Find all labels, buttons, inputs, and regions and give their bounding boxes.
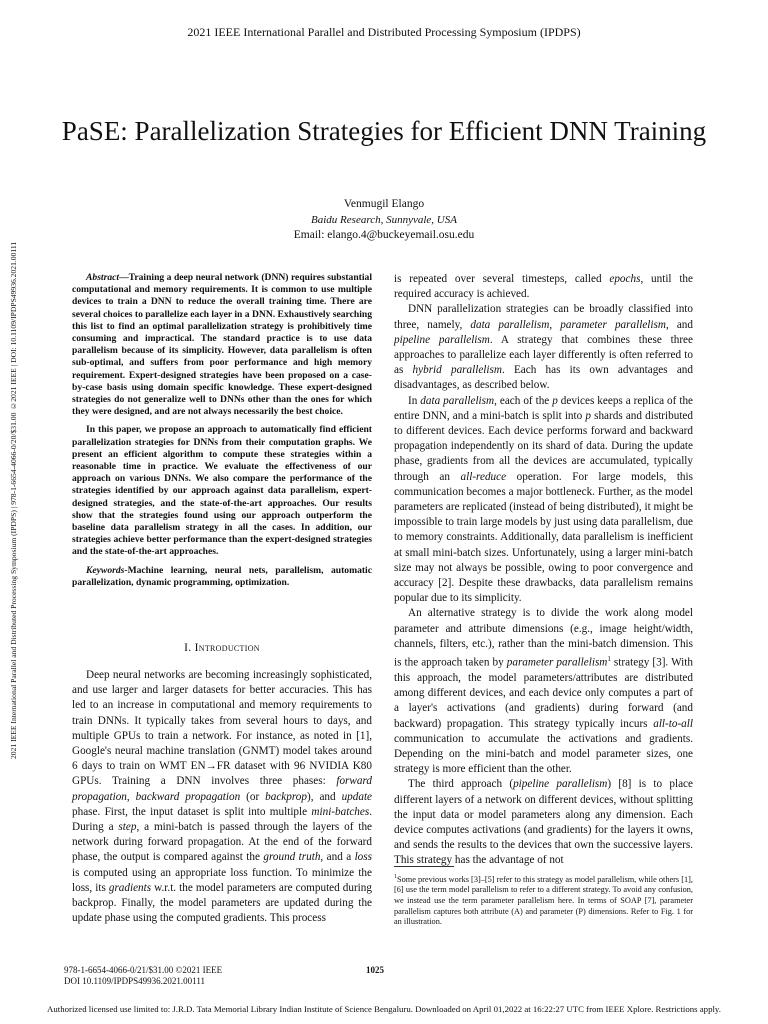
author-name: Venmugil Elango bbox=[343, 198, 425, 210]
page-number: 1025 bbox=[366, 965, 384, 975]
data-parallelism-paragraph: In data parallelism, each of the p devices keeps a replica of the entire DNN, and a mini-batch is split into p shards and distributed to different devices. Each device performs forward and backward propagation independently on its shard of data. During the update phase, gradients from all the devices are accumulated, typically through an all-reduce operation. For large models, this communication becomes a major bottleneck. Further, as the model parameters are replicated (instead of being distributed), it might be impossible to train large models by just using data parallelism, due to memory constraints. Additionally, data parallelism is inefficient at small mini-batch sizes. Unfortunately, using a larger mini-batch size may not always be possible, owing to poor convergence and accuracy [2]. Despite these drawbacks, data parallelism remains popular due to its simplicity. bbox=[394, 394, 694, 605]
parameter-parallelism-paragraph: An alternative strategy is to divide the work along model parameter and attribute dimensions (e.g., image height/width, channels, filters, etc.), rather than the mini-batch dimension. This is the approach taken by parameter parallelism$^1$ strategy [3]. With this approach, the model parameters/attributes are distributed among different devices, and each device only computes a part of a layer's activations (and gradients) during forward (and backward) propagation. This strategy typically incurs all-to-all communication to accumulate the activations and gradients. Depending on the mini-batch and model parameter sizes, one strategy is more efficient than the other. bbox=[394, 607, 693, 776]
abstract-paragraph-2: In this paper, we propose an approach to automatically find efficient parallelization strategies for DNNs from their computation graphs. We present an efficient algorithm to compute these strategies within a reasonable time in practice. We evaluate the effectiveness of our approach on various DNNs. We also compare the performance of the strategies identified by our approach against data parallelism, expert-designed strategies, and the state-of-the-art approaches. Our results show that the strategies found using our approach outperform the baseline data parallelism strategy in all the cases. In addition, our strategies achieve better performance than the expert-designed strategies and the state-of-the-art approaches. bbox=[72, 424, 372, 558]
continued-paragraph: is repeated over several timesteps, called epochs, until the required accuracy is achieved. bbox=[394, 273, 693, 301]
keywords: Keywords-Machine learning, neural nets, parallelism, automatic parallelization, dynamic programming, optimization. bbox=[72, 564, 372, 588]
right-column-body bbox=[394, 272, 693, 869]
footnote-marker: 1 bbox=[607, 655, 611, 664]
sidebar-citation: 2021 IEEE International Parallel and Distributed Processing Symposium (IPDPS) | 978-1-6654-4066-0/20/$31.00 ©2021 IEEE | DOI: 10.1109/IPDPS49936.2021.00111 bbox=[9, 241, 18, 759]
footer-isbn: 978-1-6654-4066-0/21/$31.00 ©2021 IEEE bbox=[64, 965, 223, 975]
author-affiliation: Baidu Research, Sunnyvale, USA bbox=[311, 214, 457, 226]
conference-header: 2021 IEEE International Parallel and Distributed Processing Symposium (IPDPS) bbox=[187, 25, 581, 39]
parallelism-overview-paragraph: DNN parallelization strategies can be broadly classified into three, namely, data parallelism, parameter parallelism, and pipeline parallelism. A strategy that combines these three approaches to parallelize each layer differently is often referred to as hybrid parallelism. Each has its own advantages and disadvantages, as described below. bbox=[394, 303, 693, 392]
footer-doi: DOI 10.1109/IPDPS49936.2021.00111 bbox=[64, 976, 206, 986]
footnote-divider bbox=[394, 866, 454, 867]
abstract-paragraph-1: Abstract—Training a deep neural network (DNN) requires substantial computational and memory requirements. It is common to use multiple devices to train a DNN to reduce the overall training time. There are several choices to parallelize each layer in a DNN. Exhaustively searching this list to find an optimal parallelization strategy is prohibitively time consuming and impractical. The standard practice is to use data parallelism because of its simplicity. However, data parallelism is often sub-optimal, and suffers from poor performance and high memory requirement. Expert-designed strategies have been proposed on a case-by-case basis using domain specific knowledge. These expert-designed strategies do not generalize well to DNNs other than the ones for which they were designed, and are not always necessarily the best choice. bbox=[72, 272, 372, 418]
introduction-body bbox=[72, 668, 372, 926]
footnote: $^1$Some previous works [3]–[5] refer to this strategy as model parallelism, while others [1], [6] use the term model parallelism to refer to a different strategy. To avoid any confusion, we instead use the term parameter parallelism here. In terms of SOAP [7], parameter parallelism captures both attribute (A) and parameter (P) dimensions. Refer to Fig. 1 for an illustration. bbox=[394, 874, 693, 927]
keywords-label: Keywords bbox=[86, 564, 125, 576]
author-email: Email: elango.4@buckeyemail.osu.edu bbox=[293, 229, 475, 241]
license-notice: Authorized licensed use limited to: J.R.D. Tata Memorial Library Indian Institute of Science Bengaluru. Downloaded on April 01,2022 at 16:22:27 UTC from IEEE Xplore. Restrictions apply. bbox=[47, 1004, 721, 1014]
intro-paragraph: Deep neural networks are becoming increasingly sophisticated, and use larger and larger datasets for better accuracies. This has led to an increase in computational and memory requirements to train DNNs. It typically takes from several hours to days, and multiple GPUs to train a network. For instance, as noted in [1], Google's neural machine translation (GNMT) model takes around 6 days to train on WMT EN→FR dataset with 96 NVIDIA K80 GPUs. Training a DNN involves three phases: forward propagation, backward propagation (or backprop), and update phase. First, the input dataset is split into multiple mini-batches. During a step, a mini-batch is passed through the layers of the network during forward propagation. At the end of the forward phase, the output is compared against the ground truth, and a loss is computed using an appropriate loss function. To minimize the loss, its gradients w.r.t. the model parameters are computed during backprop. Finally, the model parameters are updated during the update phase using the computed gradients. This process bbox=[72, 669, 373, 925]
abstract bbox=[72, 272, 372, 589]
paper-title: PaSE: Parallelization Strategies for Efficient DNN Training bbox=[61, 116, 707, 146]
pipeline-parallelism-paragraph: The third approach (pipeline parallelism) [8] is to place different layers of a network on different devices, without splitting the input data or model parameters along any dimension. Each device computes activations (and gradients) for the layers it owns, and sends the results to the devices that own the successive layers. This strategy has the advantage of not bbox=[394, 778, 693, 867]
abstract-label: Abstract bbox=[86, 272, 120, 283]
section-heading-introduction: I. Introduction bbox=[184, 642, 260, 654]
footer-identifiers bbox=[64, 965, 222, 987]
